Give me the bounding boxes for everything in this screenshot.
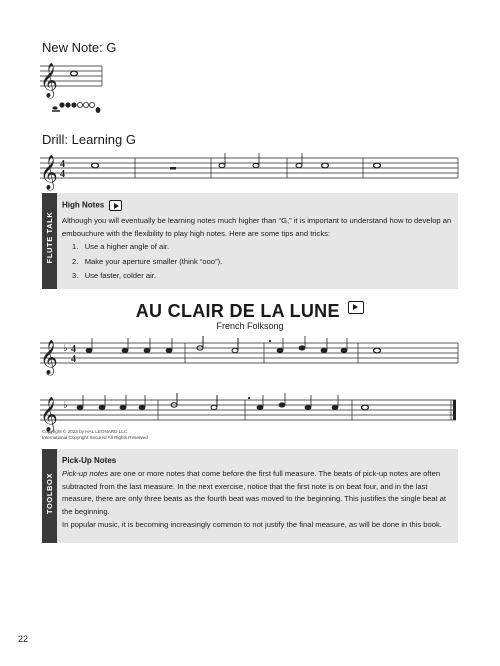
half-note [232,338,238,353]
toolbox-p1-text: are one or more notes that come before the first full measure. The beats of pick-up notes are often subtracted from the last measure. In the next exercise, notice that the first note is on beat four, and in the last measure, there are only three beats as the fourth beat was moved to the beginning. This justifies the single beat at the beginning. [62,469,446,516]
whole-note-g [71,71,78,76]
final-barline [453,400,456,420]
treble-clef-icon: 𝄞 [40,397,58,432]
flute-talk-box [42,193,458,289]
tip-item [72,269,222,284]
flute-talk-label: FLUTE TALK [45,211,54,264]
tip-item [72,255,222,270]
time-sig-top: 4 [71,344,76,355]
song-staff-line-1 [40,335,460,375]
toolbox-box [42,449,458,543]
tip-item [72,240,222,255]
breath-mark [269,340,271,342]
new-note-heading: New Note: G [42,40,117,55]
tip-text: Use a higher angle of air. [84,242,170,251]
treble-clef-icon: 𝄞 [40,63,58,98]
half-note [211,395,217,410]
quarter-note [120,395,126,410]
quarter-note [257,395,263,410]
whole-note [374,348,381,353]
copyright-line-1: Copyright © 2023 by HAL LEONARD LLC [42,429,128,434]
quarter-note [77,395,83,410]
treble-clef-icon: 𝄞 [40,340,58,375]
half-note [219,153,225,168]
breath-mark [248,397,250,399]
quarter-note [122,338,128,353]
toolbox-paragraph-2: In popular music, it is becoming increasingly common to not justify the final measure, as will be done in this book. [62,520,442,529]
time-sig-bottom: 4 [60,169,65,180]
flute-talk-intro: Although you will eventually be learning notes much higher than “G,” it is important to understand how to develop an embouchure with the flexibility to play high notes. Here are some tips and tricks: [62,216,452,238]
treble-clef-icon: 𝄞 [40,155,58,190]
flat-icon: ♭ [63,400,68,411]
copyright-line-2: International Copyright Secured All Rights Reserved [42,435,148,440]
song-title: AU CLAIR DE LA LUNE [135,301,340,321]
tips-list [72,240,222,284]
fingering-chart-icon [52,99,112,115]
quarter-note [139,395,145,410]
copyright [42,429,148,441]
half-note [253,153,259,168]
song-title-row [0,301,500,322]
quarter-note [341,338,347,353]
play-audio-icon[interactable] [109,200,122,211]
time-sig-bottom: 4 [71,354,76,365]
quarter-note [86,338,92,353]
quarter-note [321,338,327,353]
quarter-note [166,338,172,353]
toolbox-title: Pick-Up Notes [62,456,117,465]
play-audio-icon[interactable] [348,301,364,314]
quarter-note [277,338,283,353]
tip-num: 1. [72,242,79,251]
drill-heading: Drill: Learning G [42,132,136,147]
whole-note [92,163,99,168]
tip-num: 2. [72,256,79,266]
tip-text: Make your aperture smaller (think “ooo”). [84,256,223,266]
quarter-note [305,395,311,410]
whole-note [362,405,369,410]
whole-note [322,163,329,168]
song-subtitle: French Folksong [216,321,284,331]
tip-text: Use faster, colder air. [84,271,157,280]
toolbox-paragraph-1 [62,468,452,518]
quarter-note [144,338,150,353]
quarter-note [332,395,338,410]
flute-talk-title-text: High Notes [62,200,105,210]
flute-talk-title [62,200,122,211]
tip-num: 3. [72,271,79,280]
toolbox-label: TOOLBOX [45,472,54,515]
whole-note [374,163,381,168]
time-sig-top: 4 [60,159,65,170]
flute-talk-sidebar [42,193,57,289]
song-staff-line-2 [40,392,460,432]
half-rest [170,167,176,170]
half-note [296,153,302,168]
toolbox-sidebar [42,449,57,543]
page-number: 22 [18,634,29,644]
flat-icon: ♭ [63,343,68,354]
pickup-notes-term: Pick-up notes [62,469,109,478]
drill-staff [40,150,460,190]
quarter-note [99,395,105,410]
